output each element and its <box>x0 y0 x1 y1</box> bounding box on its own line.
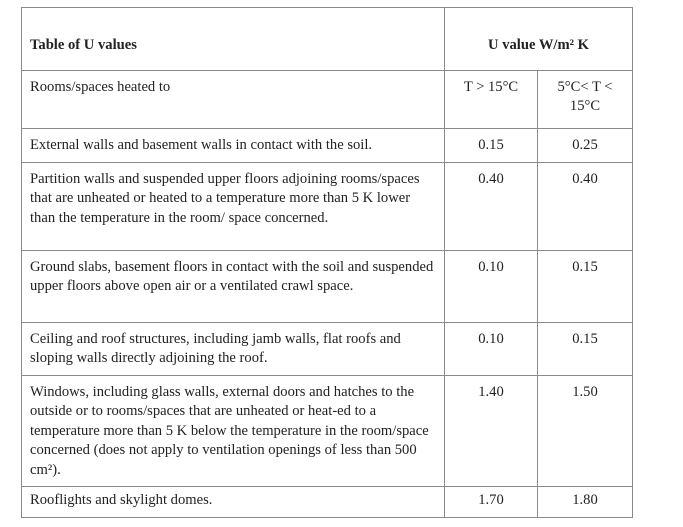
table-row <box>22 250 633 322</box>
table-row <box>22 375 633 487</box>
row-value-low: 0.15 <box>538 250 633 322</box>
row-description: Rooflights and skylight domes. <box>22 487 445 518</box>
table-header-row <box>22 8 633 71</box>
subheader-col2: 5°C< T < 15°C <box>538 71 633 129</box>
row-value-high: 0.15 <box>445 129 538 163</box>
row-description: Partition walls and suspended upper floors adjoining rooms/spaces that are unheated or heated to a temperature more than 5 K lower than the temperature in the room/ space concerned. <box>22 162 445 250</box>
unit-header: U value W/m² K <box>445 8 633 71</box>
row-description: External walls and basement walls in contact with the soil. <box>22 129 445 163</box>
row-value-low: 1.50 <box>538 375 633 487</box>
row-description: Ground slabs, basement floors in contact with the soil and suspended upper floors above open air or a ventilated crawl space. <box>22 250 445 322</box>
row-description: Ceiling and roof structures, including jamb walls, flat roofs and sloping walls directly adjoining the roof. <box>22 322 445 375</box>
row-description: Windows, including glass walls, external doors and hatches to the outside or to rooms/spaces that are unheated or heat-ed to a temperature more than 5 K below the temperature in the room/space concerned (does not apply to ventilation openings of less than 500 cm²). <box>22 375 445 487</box>
table-row <box>22 322 633 375</box>
row-value-low: 1.80 <box>538 487 633 518</box>
subheader-label: Rooms/spaces heated to <box>22 71 445 129</box>
table-subheader-row <box>22 71 633 129</box>
u-values-table <box>21 7 633 518</box>
subheader-col1: T > 15°C <box>445 71 538 129</box>
table-row <box>22 162 633 250</box>
row-value-high: 0.10 <box>445 322 538 375</box>
row-value-low: 0.40 <box>538 162 633 250</box>
row-value-high: 1.70 <box>445 487 538 518</box>
row-value-high: 0.10 <box>445 250 538 322</box>
table-row <box>22 129 633 163</box>
row-value-low: 0.25 <box>538 129 633 163</box>
row-value-high: 0.40 <box>445 162 538 250</box>
table-title: Table of U values <box>22 8 445 71</box>
row-value-low: 0.15 <box>538 322 633 375</box>
table-row <box>22 487 633 518</box>
row-value-high: 1.40 <box>445 375 538 487</box>
